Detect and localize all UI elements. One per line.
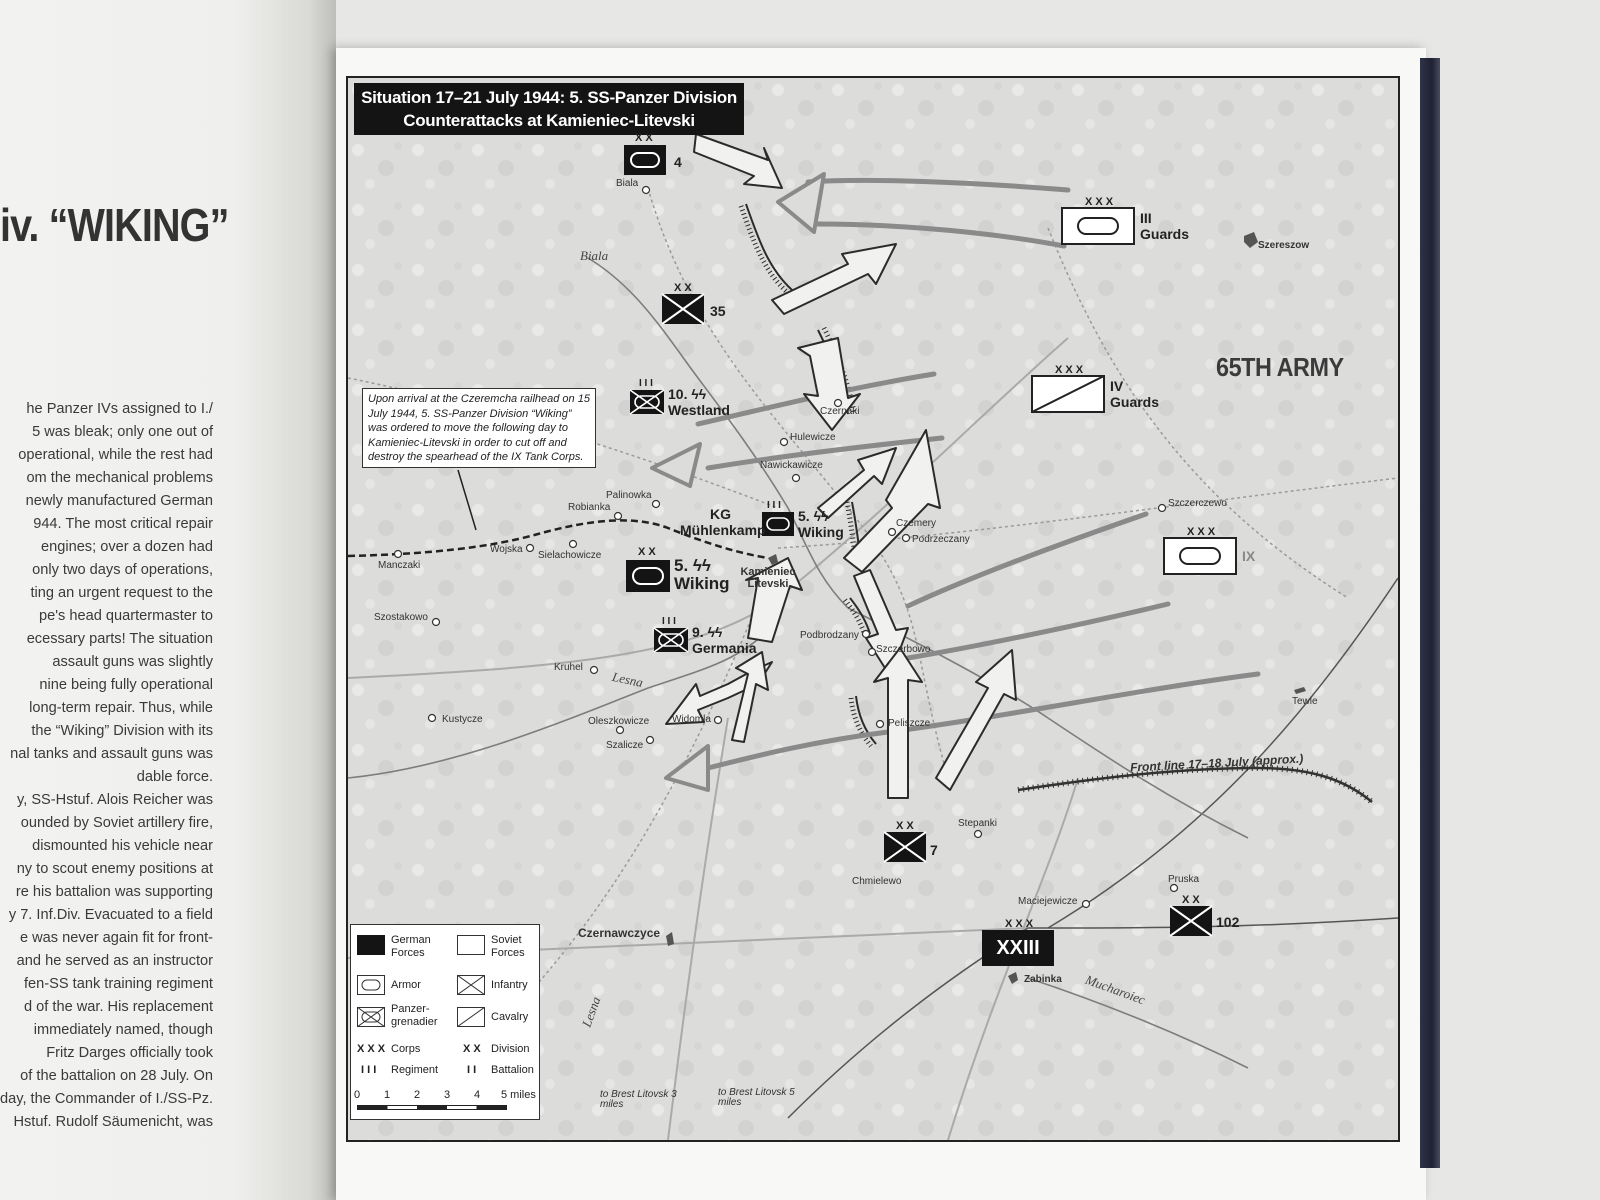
legend-battalion-label: Battalion — [491, 1064, 534, 1076]
unit-wiking-rgt-label-b: Wiking — [798, 524, 844, 540]
body-text-line: he Panzer IVs assigned to I./ — [26, 401, 213, 417]
place-szostakowo: Szostakowo — [374, 612, 428, 623]
unit-xxiii-label: XXIII — [996, 937, 1040, 959]
chapter-heading: iv. “WIKING” — [0, 199, 229, 251]
unit-3guards-echelon: X X X — [1085, 196, 1114, 208]
legend-regiment-symbol: I I I — [361, 1064, 377, 1076]
unit-4-echelon: X X — [635, 132, 653, 144]
unit-ix-echelon: X X X — [1187, 526, 1216, 538]
body-text-line: dable force. — [136, 769, 213, 785]
place-stepanki: Stepanki — [958, 818, 997, 829]
army-label: 65TH ARMY — [1216, 352, 1344, 382]
body-text-line: of the battalion on 28 July. On — [20, 1068, 213, 1084]
unit-wiking-div-echelon: X X — [638, 546, 656, 558]
unit-35-echelon: X X — [674, 282, 692, 294]
place-nawickawicze: Nawickawicze — [760, 460, 823, 471]
unit-wiking-div-label-a: 5. ϟϟ — [674, 556, 711, 575]
unit-102-echelon: X X — [1182, 894, 1200, 906]
legend-cavalry-icon — [457, 1007, 485, 1027]
unit-germania-label-a: 9. ϟϟ — [692, 624, 723, 640]
legend-cavalry-label: Cavalry — [491, 1011, 529, 1023]
place-zabinka: Zabinka — [1024, 974, 1062, 985]
place-biala: Biala — [616, 178, 639, 189]
body-text-line: y, SS-Hstuf. Alois Reicher was — [17, 792, 213, 808]
body-text-line: nine being fully operational — [39, 677, 213, 693]
place-szczerbowo: Szczerbowo — [876, 644, 931, 655]
left-page — [0, 0, 336, 1200]
unit-4-label: 4 — [674, 154, 682, 170]
legend-corps-label: Corps — [391, 1043, 421, 1055]
body-text-line: dismounted his vehicle near — [32, 838, 213, 854]
body-text-line: d of the war. His replacement — [24, 999, 213, 1015]
legend-soviet-swatch — [457, 935, 485, 955]
kg-muhlenkamp-label-b: Mühlenkamp — [680, 522, 766, 538]
unit-wiking-rgt-echelon: I I I — [767, 500, 781, 511]
body-text-line: om the mechanical problems — [26, 470, 213, 486]
place-palinowka: Palinowka — [606, 490, 652, 501]
place-manczaki: Manczaki — [378, 560, 421, 571]
legend-division-symbol: X X — [463, 1043, 481, 1055]
unit-westland-echelon: I I I — [639, 378, 653, 389]
front-line-label: Front line 17–18 July (approx.) — [1129, 751, 1304, 775]
place-maciejewicze: Maciejewicze — [1018, 896, 1078, 907]
legend-german-label: German Forces — [391, 934, 431, 959]
body-text-line: the “Wiking” Division with its — [31, 723, 213, 739]
legend-armor-icon — [357, 975, 385, 995]
map-legend — [350, 924, 540, 1120]
river-label-lesna: Lesna — [610, 668, 645, 691]
place-wojska: Wojska — [490, 544, 523, 555]
unit-35-label: 35 — [710, 303, 726, 319]
legend-panzergrenadier-icon — [357, 1007, 385, 1027]
unit-wiking-div-label-b: Wiking — [674, 574, 730, 593]
kg-muhlenkamp-label-a: KG — [710, 506, 731, 522]
place-tewle: Tewle — [1292, 696, 1318, 707]
body-text-line: ecessary parts! The situation — [26, 631, 213, 647]
place-czemery: Czemery — [896, 518, 937, 529]
body-text-line: engines; over a dozen had — [40, 539, 213, 555]
map-title-line-2: Counterattacks at Kamieniec-Litevski — [403, 111, 695, 130]
legend-regiment-label: Regiment — [391, 1064, 439, 1076]
unit-germania-label-b: Germania — [692, 640, 757, 656]
place-podrzeczany: Podrzeczany — [912, 534, 970, 545]
place-szczerczewo: Szczerczewo — [1168, 498, 1227, 509]
body-text-line: assault guns was slightly — [52, 654, 213, 670]
legend-scale-0: 0 — [354, 1089, 361, 1101]
place-brest-3: to Brest Litovsk 3 miles — [600, 1089, 677, 1110]
legend-scale-bar — [357, 1105, 507, 1110]
body-text-line: Fritz Darges officially took — [46, 1045, 213, 1061]
place-sielachowicze: Sielachowicze — [538, 550, 602, 561]
map-title-line-1: Situation 17–21 July 1944: 5. SS-Panzer Division — [361, 88, 737, 107]
body-text-line: day, the Commander of I./SS-Pz. — [0, 1091, 214, 1107]
legend-scale-4: 4 — [474, 1089, 481, 1101]
legend-corps-symbol: X X X — [357, 1043, 386, 1055]
river-label-mucharoiec: Mucharoiec — [1083, 971, 1148, 1008]
book-cover-edge — [1420, 58, 1440, 1168]
place-brest-5: to Brest Litovsk 5 miles — [718, 1087, 795, 1108]
legend-scale-2: 2 — [414, 1089, 421, 1101]
place-robianka: Robianka — [568, 502, 611, 513]
body-text-line: operational, while the rest had — [18, 447, 213, 463]
body-text-line: 5 was bleak; only one out of — [32, 424, 213, 440]
body-text-line: and he served as an instructor — [16, 953, 213, 969]
legend-scale-5: 5 miles — [501, 1089, 536, 1101]
body-text-line: Hstuf. Rudolf Säumenicht, was — [13, 1114, 213, 1130]
legend-scale-1: 1 — [384, 1089, 391, 1101]
river-label-lesna-south: Lesna — [578, 994, 604, 1029]
place-czernawczyce: Czernawczyce — [578, 926, 661, 940]
unit-3guards-label-a: III — [1140, 210, 1152, 226]
body-text-line: newly manufactured German — [25, 493, 213, 509]
legend-armor-label: Armor — [391, 979, 421, 991]
body-text-line: immediately named, though — [33, 1022, 213, 1038]
place-oleszkowicze: Oleszkowicze — [588, 716, 650, 727]
unit-3guards-label-b: Guards — [1140, 226, 1190, 242]
river-label-biala: Biala — [580, 248, 609, 263]
legend-division-label: Division — [491, 1043, 530, 1055]
unit-germania-echelon: I I I — [662, 616, 676, 627]
legend-battalion-symbol: I I — [467, 1064, 477, 1076]
body-text-line: y 7. Inf.Div. Evacuated to a field — [8, 907, 213, 923]
unit-4guards-label-b: Guards — [1110, 394, 1160, 410]
legend-german-swatch — [357, 935, 385, 955]
body-text — [0, 398, 213, 1134]
body-text-line: fen-SS tank training regiment — [23, 976, 213, 992]
legend-infantry-label: Infantry — [491, 979, 528, 991]
place-kruhel: Kruhel — [554, 662, 583, 673]
unit-westland-label-a: 10. ϟϟ — [668, 386, 707, 402]
legend-infantry-icon — [457, 975, 485, 995]
unit-4guards-label-a: IV — [1110, 378, 1124, 394]
unit-7-echelon: X X — [896, 820, 914, 832]
body-text-line: pe's head quartermaster to — [39, 608, 213, 624]
unit-xxiii-echelon: X X X — [1005, 918, 1034, 930]
place-pruska: Pruska — [1168, 874, 1200, 885]
place-chmielewo: Chmielewo — [852, 876, 902, 887]
body-text-line: ny to scout enemy positions at — [16, 861, 213, 877]
unit-102-label: 102 — [1216, 914, 1240, 930]
place-widomla: Widomla — [672, 714, 711, 725]
place-hulewicze: Hulewicze — [790, 432, 836, 443]
map-frame — [346, 76, 1400, 1142]
unit-4guards-echelon: X X X — [1055, 364, 1084, 376]
body-text-line: re his battalion was supporting — [15, 884, 213, 900]
body-text-line: ounded by Soviet artillery fire, — [20, 815, 213, 831]
unit-ix-label: IX — [1242, 548, 1256, 564]
unit-westland-label-b: Westland — [668, 402, 730, 418]
place-szereszow: Szereszow — [1258, 240, 1310, 251]
annotation-note: Upon arrival at the Czeremcha railhead on 15 July 1944, 5. SS-Panzer Division “Wiking” was ordered to move the following day to Kamieniec-Litevski in order to cut off and destroy the spearhead of the IX Tank Corps. — [362, 388, 596, 468]
place-kustycze: Kustycze — [442, 714, 483, 725]
body-text-line: ting an urgent request to the — [30, 585, 213, 601]
place-szalicze: Szalicze — [606, 740, 644, 751]
legend-soviet-label: Soviet Forces — [491, 934, 525, 959]
body-text-line: only two days of operations, — [32, 562, 213, 578]
unit-wiking-rgt-label-a: 5. ϟϟ — [798, 508, 829, 524]
place-kamieniec: Kamieniec Litevski — [740, 566, 796, 590]
unit-7-label: 7 — [930, 842, 938, 858]
map-title — [354, 83, 744, 135]
place-podbrodzie: Podbrodzany — [800, 630, 859, 641]
body-text-line: long-term repair. Thus, while — [29, 700, 213, 716]
body-text-line: e was never again fit for front- — [19, 930, 213, 946]
body-text-line: nal tanks and assault guns was — [10, 746, 213, 762]
place-peliszcze: Peliszcze — [888, 718, 931, 729]
legend-panzergrenadier-label: Panzer- grenadier — [391, 1003, 438, 1028]
body-text-line: 944. The most critical repair — [33, 516, 213, 532]
legend-scale-3: 3 — [444, 1089, 451, 1101]
place-czernaki: Czernaki — [820, 406, 860, 417]
